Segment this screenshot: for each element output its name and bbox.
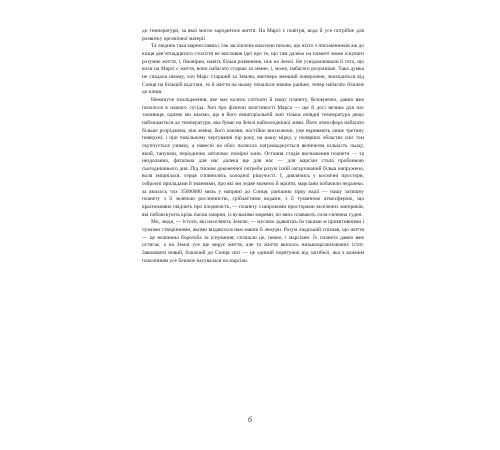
paragraph-3: Неминуче охолодження, яке має колись спіткати й нашу планету, безперечно, давно вже почалося в нашого сусіда. Хоч про фізичні властивості Марса — ще й досі велика для нас таємниця, одначе ми знаємо, що в його екваторіальній зоні тільки опівдні температура дещо наближається до температури, яка буває на Землі найхолоднішої зими. Його атмосфера набагато більше розріджена, ніж земна; його океани, постійно висихаючи, уже вкривають лише третину поверхні; і при повільному чергуванні пір року, на нашу мірку, у полярних областях сніг там скупчується узимку, а навесні на обох полюсах нагромаджується величезна кількість льоду, який, тануючи, періодично затоплює помірні зони. Остання стадія виснаження планети — та нездоланна, фатальна для нас далека ще для нас — для марсіан стала проблемою сьогоднішнього дня. Під тиском доконечної потреби розум їхній загартований більш напружено, воля зміцнілася, серця сповнились холодної рішучості. І, дивлячись у космічні простори, озброєні приладами й знаннями, про які ми ледве можемо й мріяти, марсіани побачили недалеко, за якихось тих 35000000 миль у напрямі до Сонця, ранішню зірку надії — нашу затишну планету з її зеленою рослинністю, сріблястими водами, з її туманною атмосферою, що красномовно свідчить про плодючість, — планету з широкими просторами заселених материків, які поблискують крізь пасма хмарин, із вузькими морями, по яких плавають сила-силенна суден. (142, 96, 364, 218)
paragraph-1: до температури, за якої могло зародитися життя. На Марсі є повітря, вода й усе потрібне для розвитку органічної матерії. (142, 28, 364, 42)
paragraph-2: Та людина така марнославна і так засліплена власною пихою, що ніхто з письменників аж до кінця дев’ятнадцятого століття не висловив ідеї про те, що там далеко на планеті може існувати розумне життя, і, ймовірно, навіть більш розвинене, ніж на Землі. Не усвідомлювали й того, що коли на Марсі є життя, воно набагато старше за земне, і, може, набагато розумніше. Така думка не спадала нікому, хоч Марс старший за Землю, вчетверо менший поверхнею, знаходиться від Сонця на більшій відстані, то й життя на ньому почалося значно раніше, тепер набагато ближче до кінця. (142, 43, 364, 96)
book-page-text (142, 28, 364, 265)
paragraph-4: Ми, люди, — істоти, які населяють Землю, — мусимо здаватись їм такими ж примітивними і чужими створіннями, якими видаються нам мавпи й лемури. Розум людський спізнав, що життя — це неапинна боротьба за існування; спізнали це, певно, і марсіани. Їх планета давно вже остигає, а на Землі усе ще вирує життя, але то життя якихось низькоорганізованих істот. Завоювати новий, ближчий до Сонця світ — це єдиний порятунок від загибелі, яка з кожним поколінням усе ближче насувалася на марсіан. (142, 219, 364, 264)
page-number: 6 (248, 415, 252, 424)
